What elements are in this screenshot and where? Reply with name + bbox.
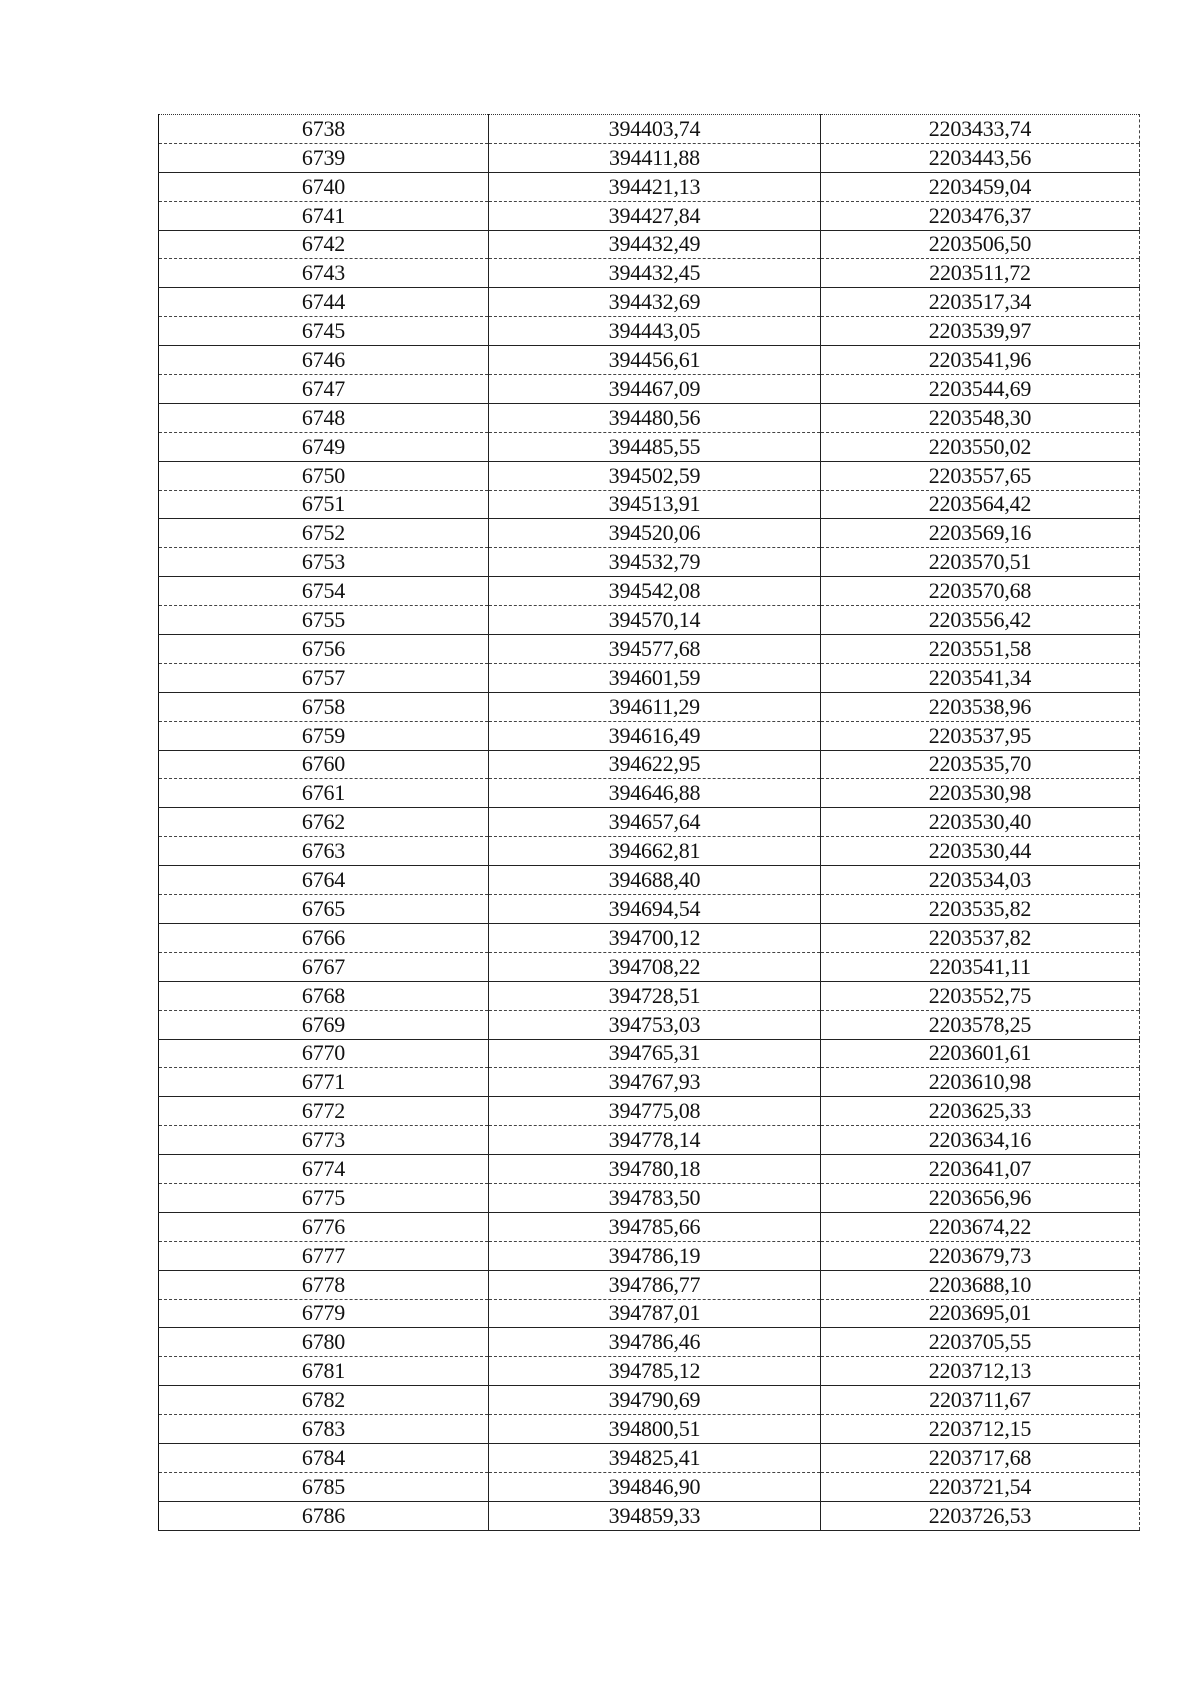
y-coordinate-cell: 2203537,82: [821, 923, 1140, 952]
y-coordinate-cell: 2203534,03: [821, 866, 1140, 895]
table-row: [159, 403, 1140, 432]
x-coordinate-cell: 394502,59: [489, 461, 821, 490]
point-number-cell: 6774: [159, 1155, 489, 1184]
point-number-cell: 6773: [159, 1126, 489, 1155]
x-coordinate-cell: 394622,95: [489, 750, 821, 779]
x-coordinate-cell: 394513,91: [489, 490, 821, 519]
x-coordinate-cell: 394467,09: [489, 375, 821, 404]
table-row: [159, 635, 1140, 664]
y-coordinate-cell: 2203721,54: [821, 1472, 1140, 1501]
x-coordinate-cell: 394421,13: [489, 172, 821, 201]
table-row: [159, 461, 1140, 490]
x-coordinate-cell: 394825,41: [489, 1443, 821, 1472]
table-row: [159, 895, 1140, 924]
point-number-cell: 6753: [159, 548, 489, 577]
y-coordinate-cell: 2203564,42: [821, 490, 1140, 519]
table-row: [159, 346, 1140, 375]
y-coordinate-cell: 2203551,58: [821, 635, 1140, 664]
x-coordinate-cell: 394786,19: [489, 1241, 821, 1270]
point-number-cell: 6761: [159, 779, 489, 808]
x-coordinate-cell: 394786,77: [489, 1270, 821, 1299]
table-row: [159, 837, 1140, 866]
x-coordinate-cell: 394646,88: [489, 779, 821, 808]
table-row: [159, 1212, 1140, 1241]
y-coordinate-cell: 2203705,55: [821, 1328, 1140, 1357]
point-number-cell: 6760: [159, 750, 489, 779]
y-coordinate-cell: 2203550,02: [821, 432, 1140, 461]
x-coordinate-cell: 394785,12: [489, 1357, 821, 1386]
y-coordinate-cell: 2203544,69: [821, 375, 1140, 404]
table-row: [159, 1068, 1140, 1097]
y-coordinate-cell: 2203570,68: [821, 577, 1140, 606]
x-coordinate-cell: 394432,69: [489, 288, 821, 317]
x-coordinate-cell: 394601,59: [489, 663, 821, 692]
table-row: [159, 952, 1140, 981]
point-number-cell: 6757: [159, 663, 489, 692]
x-coordinate-cell: 394542,08: [489, 577, 821, 606]
x-coordinate-cell: 394846,90: [489, 1472, 821, 1501]
y-coordinate-cell: 2203688,10: [821, 1270, 1140, 1299]
y-coordinate-cell: 2203610,98: [821, 1068, 1140, 1097]
x-coordinate-cell: 394787,01: [489, 1299, 821, 1328]
point-number-cell: 6750: [159, 461, 489, 490]
x-coordinate-cell: 394480,56: [489, 403, 821, 432]
x-coordinate-cell: 394800,51: [489, 1415, 821, 1444]
x-coordinate-cell: 394456,61: [489, 346, 821, 375]
point-number-cell: 6784: [159, 1443, 489, 1472]
x-coordinate-cell: 394688,40: [489, 866, 821, 895]
table-row: [159, 663, 1140, 692]
point-number-cell: 6751: [159, 490, 489, 519]
table-row: [159, 1299, 1140, 1328]
x-coordinate-cell: 394443,05: [489, 317, 821, 346]
y-coordinate-cell: 2203548,30: [821, 403, 1140, 432]
point-number-cell: 6755: [159, 606, 489, 635]
table-row: [159, 1328, 1140, 1357]
y-coordinate-cell: 2203711,67: [821, 1386, 1140, 1415]
y-coordinate-cell: 2203506,50: [821, 230, 1140, 259]
table-row: [159, 230, 1140, 259]
y-coordinate-cell: 2203712,15: [821, 1415, 1140, 1444]
y-coordinate-cell: 2203569,16: [821, 519, 1140, 548]
table-row: [159, 1270, 1140, 1299]
table-row: [159, 490, 1140, 519]
y-coordinate-cell: 2203634,16: [821, 1126, 1140, 1155]
y-coordinate-cell: 2203552,75: [821, 981, 1140, 1010]
table-row: [159, 1415, 1140, 1444]
table-row: [159, 750, 1140, 779]
table-row: [159, 779, 1140, 808]
table-row: [159, 1472, 1140, 1501]
table-row: [159, 143, 1140, 172]
table-row: [159, 115, 1140, 144]
y-coordinate-cell: 2203578,25: [821, 1010, 1140, 1039]
x-coordinate-cell: 394577,68: [489, 635, 821, 664]
table-row: [159, 808, 1140, 837]
point-number-cell: 6768: [159, 981, 489, 1010]
y-coordinate-cell: 2203712,13: [821, 1357, 1140, 1386]
x-coordinate-cell: 394786,46: [489, 1328, 821, 1357]
table-row: [159, 1010, 1140, 1039]
point-number-cell: 6779: [159, 1299, 489, 1328]
y-coordinate-cell: 2203717,68: [821, 1443, 1140, 1472]
table-row: [159, 1386, 1140, 1415]
point-number-cell: 6747: [159, 375, 489, 404]
y-coordinate-cell: 2203539,97: [821, 317, 1140, 346]
table-row: [159, 1357, 1140, 1386]
point-number-cell: 6738: [159, 115, 489, 144]
y-coordinate-cell: 2203556,42: [821, 606, 1140, 635]
point-number-cell: 6739: [159, 143, 489, 172]
table-row: [159, 201, 1140, 230]
point-number-cell: 6740: [159, 172, 489, 201]
table-row: [159, 1183, 1140, 1212]
point-number-cell: 6744: [159, 288, 489, 317]
x-coordinate-cell: 394859,33: [489, 1501, 821, 1530]
table-row: [159, 1097, 1140, 1126]
y-coordinate-cell: 2203541,96: [821, 346, 1140, 375]
table-row: [159, 288, 1140, 317]
x-coordinate-cell: 394403,74: [489, 115, 821, 144]
point-number-cell: 6756: [159, 635, 489, 664]
point-number-cell: 6742: [159, 230, 489, 259]
x-coordinate-cell: 394411,88: [489, 143, 821, 172]
y-coordinate-cell: 2203641,07: [821, 1155, 1140, 1184]
point-number-cell: 6775: [159, 1183, 489, 1212]
table-row: [159, 432, 1140, 461]
x-coordinate-cell: 394485,55: [489, 432, 821, 461]
table-row: [159, 1501, 1140, 1530]
point-number-cell: 6752: [159, 519, 489, 548]
table-row: [159, 172, 1140, 201]
y-coordinate-cell: 2203601,61: [821, 1039, 1140, 1068]
x-coordinate-cell: 394783,50: [489, 1183, 821, 1212]
x-coordinate-cell: 394790,69: [489, 1386, 821, 1415]
y-coordinate-cell: 2203570,51: [821, 548, 1140, 577]
coordinates-table-body: [159, 115, 1140, 1531]
x-coordinate-cell: 394708,22: [489, 952, 821, 981]
table-row: [159, 1126, 1140, 1155]
point-number-cell: 6780: [159, 1328, 489, 1357]
point-number-cell: 6762: [159, 808, 489, 837]
y-coordinate-cell: 2203656,96: [821, 1183, 1140, 1212]
y-coordinate-cell: 2203541,11: [821, 952, 1140, 981]
point-number-cell: 6743: [159, 259, 489, 288]
table-row: [159, 692, 1140, 721]
x-coordinate-cell: 394570,14: [489, 606, 821, 635]
x-coordinate-cell: 394694,54: [489, 895, 821, 924]
y-coordinate-cell: 2203530,44: [821, 837, 1140, 866]
point-number-cell: 6786: [159, 1501, 489, 1530]
x-coordinate-cell: 394780,18: [489, 1155, 821, 1184]
point-number-cell: 6741: [159, 201, 489, 230]
table-row: [159, 866, 1140, 895]
point-number-cell: 6765: [159, 895, 489, 924]
x-coordinate-cell: 394753,03: [489, 1010, 821, 1039]
table-row: [159, 577, 1140, 606]
y-coordinate-cell: 2203530,40: [821, 808, 1140, 837]
table-row: [159, 1241, 1140, 1270]
y-coordinate-cell: 2203535,82: [821, 895, 1140, 924]
x-coordinate-cell: 394785,66: [489, 1212, 821, 1241]
y-coordinate-cell: 2203511,72: [821, 259, 1140, 288]
y-coordinate-cell: 2203535,70: [821, 750, 1140, 779]
point-number-cell: 6763: [159, 837, 489, 866]
point-number-cell: 6746: [159, 346, 489, 375]
point-number-cell: 6759: [159, 721, 489, 750]
point-number-cell: 6758: [159, 692, 489, 721]
y-coordinate-cell: 2203517,34: [821, 288, 1140, 317]
table-row: [159, 606, 1140, 635]
point-number-cell: 6749: [159, 432, 489, 461]
point-number-cell: 6769: [159, 1010, 489, 1039]
point-number-cell: 6783: [159, 1415, 489, 1444]
x-coordinate-cell: 394728,51: [489, 981, 821, 1010]
x-coordinate-cell: 394657,64: [489, 808, 821, 837]
table-row: [159, 375, 1140, 404]
table-row: [159, 981, 1140, 1010]
x-coordinate-cell: 394532,79: [489, 548, 821, 577]
y-coordinate-cell: 2203433,74: [821, 115, 1140, 144]
y-coordinate-cell: 2203443,56: [821, 143, 1140, 172]
x-coordinate-cell: 394427,84: [489, 201, 821, 230]
coordinates-table: [158, 114, 1140, 1531]
point-number-cell: 6772: [159, 1097, 489, 1126]
table-row: [159, 259, 1140, 288]
point-number-cell: 6770: [159, 1039, 489, 1068]
y-coordinate-cell: 2203726,53: [821, 1501, 1140, 1530]
x-coordinate-cell: 394775,08: [489, 1097, 821, 1126]
point-number-cell: 6764: [159, 866, 489, 895]
point-number-cell: 6778: [159, 1270, 489, 1299]
table-row: [159, 1039, 1140, 1068]
point-number-cell: 6745: [159, 317, 489, 346]
x-coordinate-cell: 394611,29: [489, 692, 821, 721]
x-coordinate-cell: 394662,81: [489, 837, 821, 866]
point-number-cell: 6766: [159, 923, 489, 952]
point-number-cell: 6781: [159, 1357, 489, 1386]
x-coordinate-cell: 394765,31: [489, 1039, 821, 1068]
point-number-cell: 6777: [159, 1241, 489, 1270]
x-coordinate-cell: 394767,93: [489, 1068, 821, 1097]
table-row: [159, 923, 1140, 952]
y-coordinate-cell: 2203679,73: [821, 1241, 1140, 1270]
table-row: [159, 519, 1140, 548]
point-number-cell: 6771: [159, 1068, 489, 1097]
y-coordinate-cell: 2203538,96: [821, 692, 1140, 721]
table-row: [159, 1155, 1140, 1184]
x-coordinate-cell: 394700,12: [489, 923, 821, 952]
point-number-cell: 6754: [159, 577, 489, 606]
y-coordinate-cell: 2203537,95: [821, 721, 1140, 750]
table-row: [159, 317, 1140, 346]
point-number-cell: 6748: [159, 403, 489, 432]
x-coordinate-cell: 394520,06: [489, 519, 821, 548]
y-coordinate-cell: 2203530,98: [821, 779, 1140, 808]
point-number-cell: 6776: [159, 1212, 489, 1241]
x-coordinate-cell: 394616,49: [489, 721, 821, 750]
y-coordinate-cell: 2203557,65: [821, 461, 1140, 490]
y-coordinate-cell: 2203459,04: [821, 172, 1140, 201]
x-coordinate-cell: 394432,49: [489, 230, 821, 259]
x-coordinate-cell: 394778,14: [489, 1126, 821, 1155]
y-coordinate-cell: 2203674,22: [821, 1212, 1140, 1241]
x-coordinate-cell: 394432,45: [489, 259, 821, 288]
table-row: [159, 721, 1140, 750]
point-number-cell: 6785: [159, 1472, 489, 1501]
point-number-cell: 6767: [159, 952, 489, 981]
y-coordinate-cell: 2203476,37: [821, 201, 1140, 230]
y-coordinate-cell: 2203625,33: [821, 1097, 1140, 1126]
y-coordinate-cell: 2203695,01: [821, 1299, 1140, 1328]
table-row: [159, 1443, 1140, 1472]
point-number-cell: 6782: [159, 1386, 489, 1415]
table-row: [159, 548, 1140, 577]
y-coordinate-cell: 2203541,34: [821, 663, 1140, 692]
